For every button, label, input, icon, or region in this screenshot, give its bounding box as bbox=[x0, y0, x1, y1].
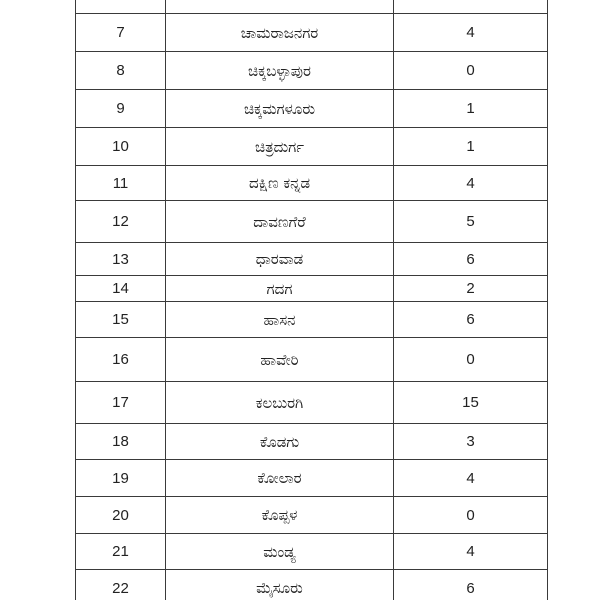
count-cell: 15 bbox=[394, 382, 548, 424]
district-name-cell: ಕೊಡಗು bbox=[166, 424, 394, 460]
row-number-cell: 11 bbox=[76, 166, 166, 201]
row-number-cell: 15 bbox=[76, 302, 166, 338]
table-row bbox=[76, 460, 548, 497]
district-name-cell: ಚಾಮರಾಜನಗರ bbox=[166, 14, 394, 52]
count-cell: 4 bbox=[394, 534, 548, 570]
row-number-cell: 9 bbox=[76, 90, 166, 128]
table-row bbox=[76, 382, 548, 424]
district-name-cell: ಕೊಪ್ಪಳ bbox=[166, 497, 394, 534]
table-row bbox=[76, 90, 548, 128]
table-row bbox=[76, 52, 548, 90]
count-cell: 6 bbox=[394, 302, 548, 338]
count-cell: 5 bbox=[394, 201, 548, 243]
count-cell: 2 bbox=[394, 276, 548, 302]
count-cell: 3 bbox=[394, 424, 548, 460]
count-cell: 4 bbox=[394, 166, 548, 201]
table-row bbox=[76, 128, 548, 166]
count-cell: 6 bbox=[394, 243, 548, 276]
row-number-cell: 20 bbox=[76, 497, 166, 534]
district-name-cell: ಚಿಕ್ಕಬಳ್ಳಾಪುರ bbox=[166, 52, 394, 90]
row-number-cell: 17 bbox=[76, 382, 166, 424]
table-row bbox=[76, 338, 548, 382]
count-cell: 4 bbox=[394, 14, 548, 52]
table-row bbox=[76, 534, 548, 570]
row-number-cell: 18 bbox=[76, 424, 166, 460]
row-number-cell: 21 bbox=[76, 534, 166, 570]
count-cell: 0 bbox=[394, 338, 548, 382]
count-cell: 4 bbox=[394, 460, 548, 497]
row-number-cell: 22 bbox=[76, 570, 166, 600]
district-name-cell: ಮಂಡ್ಯ bbox=[166, 534, 394, 570]
table-row bbox=[76, 14, 548, 52]
row-number-cell: 7 bbox=[76, 14, 166, 52]
count-cell: 0 bbox=[394, 52, 548, 90]
district-name-cell bbox=[166, 0, 394, 14]
district-name-cell: ಮೈಸೂರು bbox=[166, 570, 394, 600]
count-cell: 0 bbox=[394, 497, 548, 534]
table-row bbox=[76, 276, 548, 302]
row-number-cell: 14 bbox=[76, 276, 166, 302]
district-name-cell: ಹಾವೇರಿ bbox=[166, 338, 394, 382]
district-name-cell: ಚಿತ್ರದುರ್ಗ bbox=[166, 128, 394, 166]
district-name-cell: ಗದಗ bbox=[166, 276, 394, 302]
row-number-cell: 12 bbox=[76, 201, 166, 243]
district-name-cell: ಕಲಬುರಗಿ bbox=[166, 382, 394, 424]
table-row bbox=[76, 201, 548, 243]
row-number-cell: 10 bbox=[76, 128, 166, 166]
count-cell: 6 bbox=[394, 570, 548, 600]
count-cell bbox=[394, 0, 548, 14]
row-number-cell: 13 bbox=[76, 243, 166, 276]
district-name-cell: ಕೋಲಾರ bbox=[166, 460, 394, 497]
row-number-cell: 19 bbox=[76, 460, 166, 497]
district-name-cell: ದಕ್ಷಿಣ ಕನ್ನಡ bbox=[166, 166, 394, 201]
district-name-cell: ಚಿಕ್ಕಮಗಳೂರು bbox=[166, 90, 394, 128]
table-row bbox=[76, 243, 548, 276]
table-row bbox=[76, 424, 548, 460]
row-number-cell bbox=[76, 0, 166, 14]
count-cell: 1 bbox=[394, 90, 548, 128]
table-row bbox=[76, 570, 548, 600]
table-row bbox=[76, 302, 548, 338]
table-row bbox=[76, 166, 548, 201]
district-count-table bbox=[75, 0, 548, 600]
district-name-cell: ಹಾಸನ bbox=[166, 302, 394, 338]
district-name-cell: ದಾವಣಗೆರೆ bbox=[166, 201, 394, 243]
table-row-partial-top bbox=[76, 0, 548, 14]
row-number-cell: 16 bbox=[76, 338, 166, 382]
row-number-cell: 8 bbox=[76, 52, 166, 90]
table-row bbox=[76, 497, 548, 534]
count-cell: 1 bbox=[394, 128, 548, 166]
district-name-cell: ಧಾರವಾಡ bbox=[166, 243, 394, 276]
table-body bbox=[76, 0, 548, 600]
